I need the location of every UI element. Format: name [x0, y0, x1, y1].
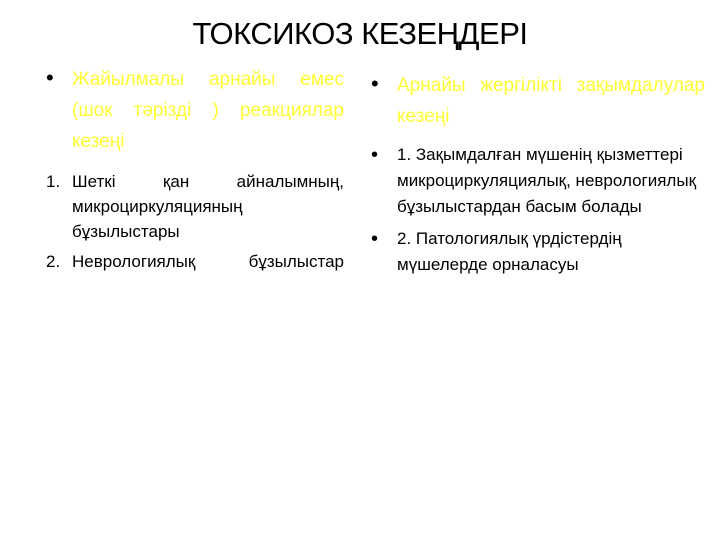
list-item-text: Неврологиялық бұзылыстар	[72, 252, 344, 271]
list-item	[371, 226, 705, 278]
left-column	[46, 64, 344, 274]
list-item	[46, 169, 344, 244]
list-item	[46, 249, 344, 274]
list-item-text: 1. Зақымдалған мүшенің қызметтері микроциркуляциялық, неврологиялық бұзылыстардан басым болады	[397, 145, 697, 216]
slide-title: ТОКСИКОЗ КЕЗЕҢДЕРІ	[192, 16, 528, 51]
right-heading-row	[371, 70, 705, 132]
list-item-number: 1.	[46, 172, 61, 191]
list-item-text: 2. Патологиялық үрдістердің мүшелерде орналасуы	[397, 229, 622, 274]
right-heading: Арнайы жергілікті зақымдалулар кезеңі	[397, 75, 705, 127]
right-column	[371, 70, 705, 278]
bullet-icon: •	[371, 71, 379, 96]
left-numbered-list	[46, 169, 344, 274]
bullet-icon: •	[371, 228, 379, 250]
list-item	[371, 142, 705, 220]
left-heading: Жайылмалы арнайы емес (шок тәрізді ) реакциялар кезеңі	[72, 69, 344, 152]
list-item-text: Шеткі қан айналымның, микроциркуляцияның бұзылыстары	[72, 172, 344, 241]
bullet-icon: •	[46, 65, 54, 90]
bullet-icon: •	[371, 144, 379, 166]
list-item-number: 2.	[46, 252, 61, 271]
left-heading-row	[46, 64, 344, 157]
